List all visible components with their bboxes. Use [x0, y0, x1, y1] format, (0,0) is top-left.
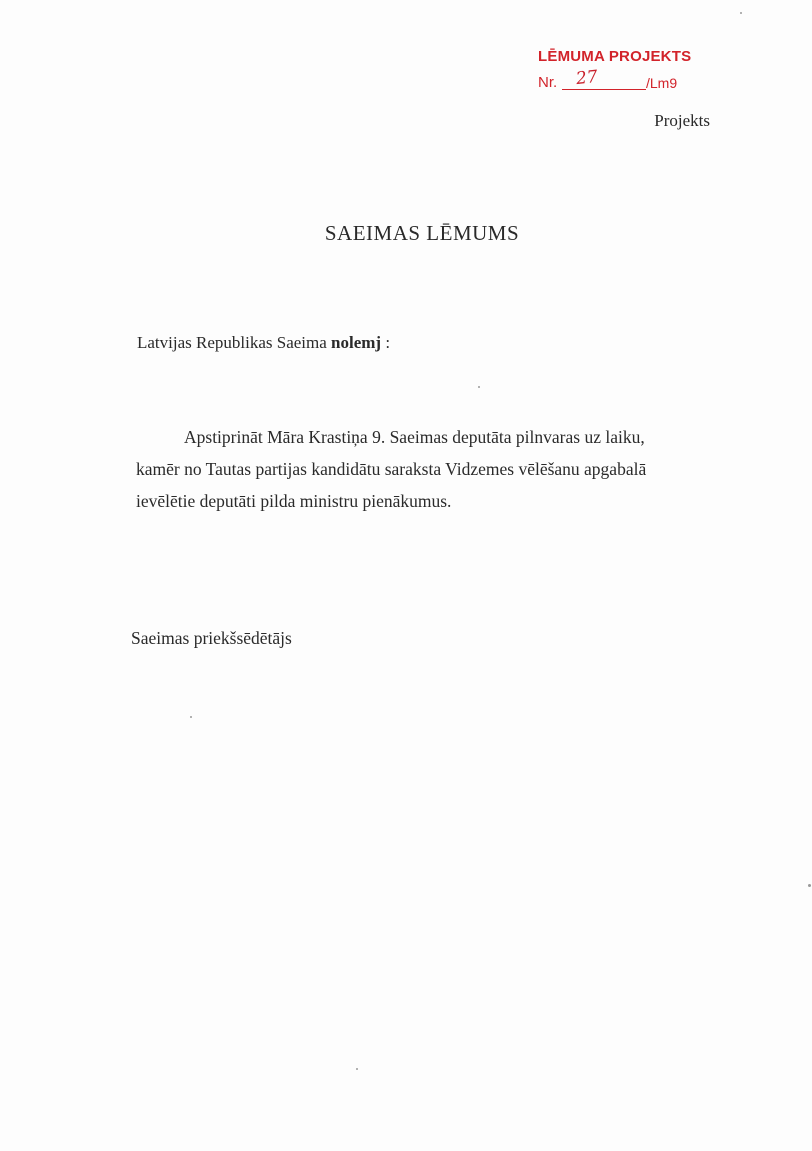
decision-line: Apstiprināt Māra Krastiņa 9. Saeimas deputāta pilnvaras uz laiku,: [184, 427, 645, 447]
stamp-number-line: [538, 66, 708, 94]
intro-prefix: Latvijas Republikas Saeima: [137, 333, 332, 352]
scan-speck: [808, 884, 811, 887]
scan-speck: [740, 12, 742, 14]
decision-paragraph: [136, 421, 718, 517]
signer-title: Saeimas priekšsēdētājs: [131, 628, 292, 648]
decision-line: ievēlētie deputāti pilda ministru pienākumus.: [136, 491, 452, 511]
stamp-handwritten-number: 27: [575, 66, 599, 90]
scan-speck: [478, 386, 480, 388]
scan-speck: [356, 1068, 358, 1070]
stamp-number-underline: [562, 89, 646, 90]
intro-sentence: [137, 333, 390, 353]
intro-decision-word: nolemj: [331, 333, 382, 352]
stamp-number-suffix: /Lm9: [646, 75, 678, 91]
document-title: SAEIMAS LĒMUMS: [324, 221, 520, 245]
stamp-title: LĒMUMA PROJEKTS: [538, 48, 692, 65]
draft-stamp: [538, 48, 708, 98]
scan-speck: [190, 716, 192, 718]
stamp-number-prefix: Nr.: [538, 74, 558, 91]
decision-line: kamēr no Tautas partijas kandidātu saraksta Vidzemes vēlēšanu apgabalā: [136, 459, 647, 479]
projekts-label: Projekts: [654, 111, 710, 130]
intro-suffix: :: [381, 333, 391, 352]
